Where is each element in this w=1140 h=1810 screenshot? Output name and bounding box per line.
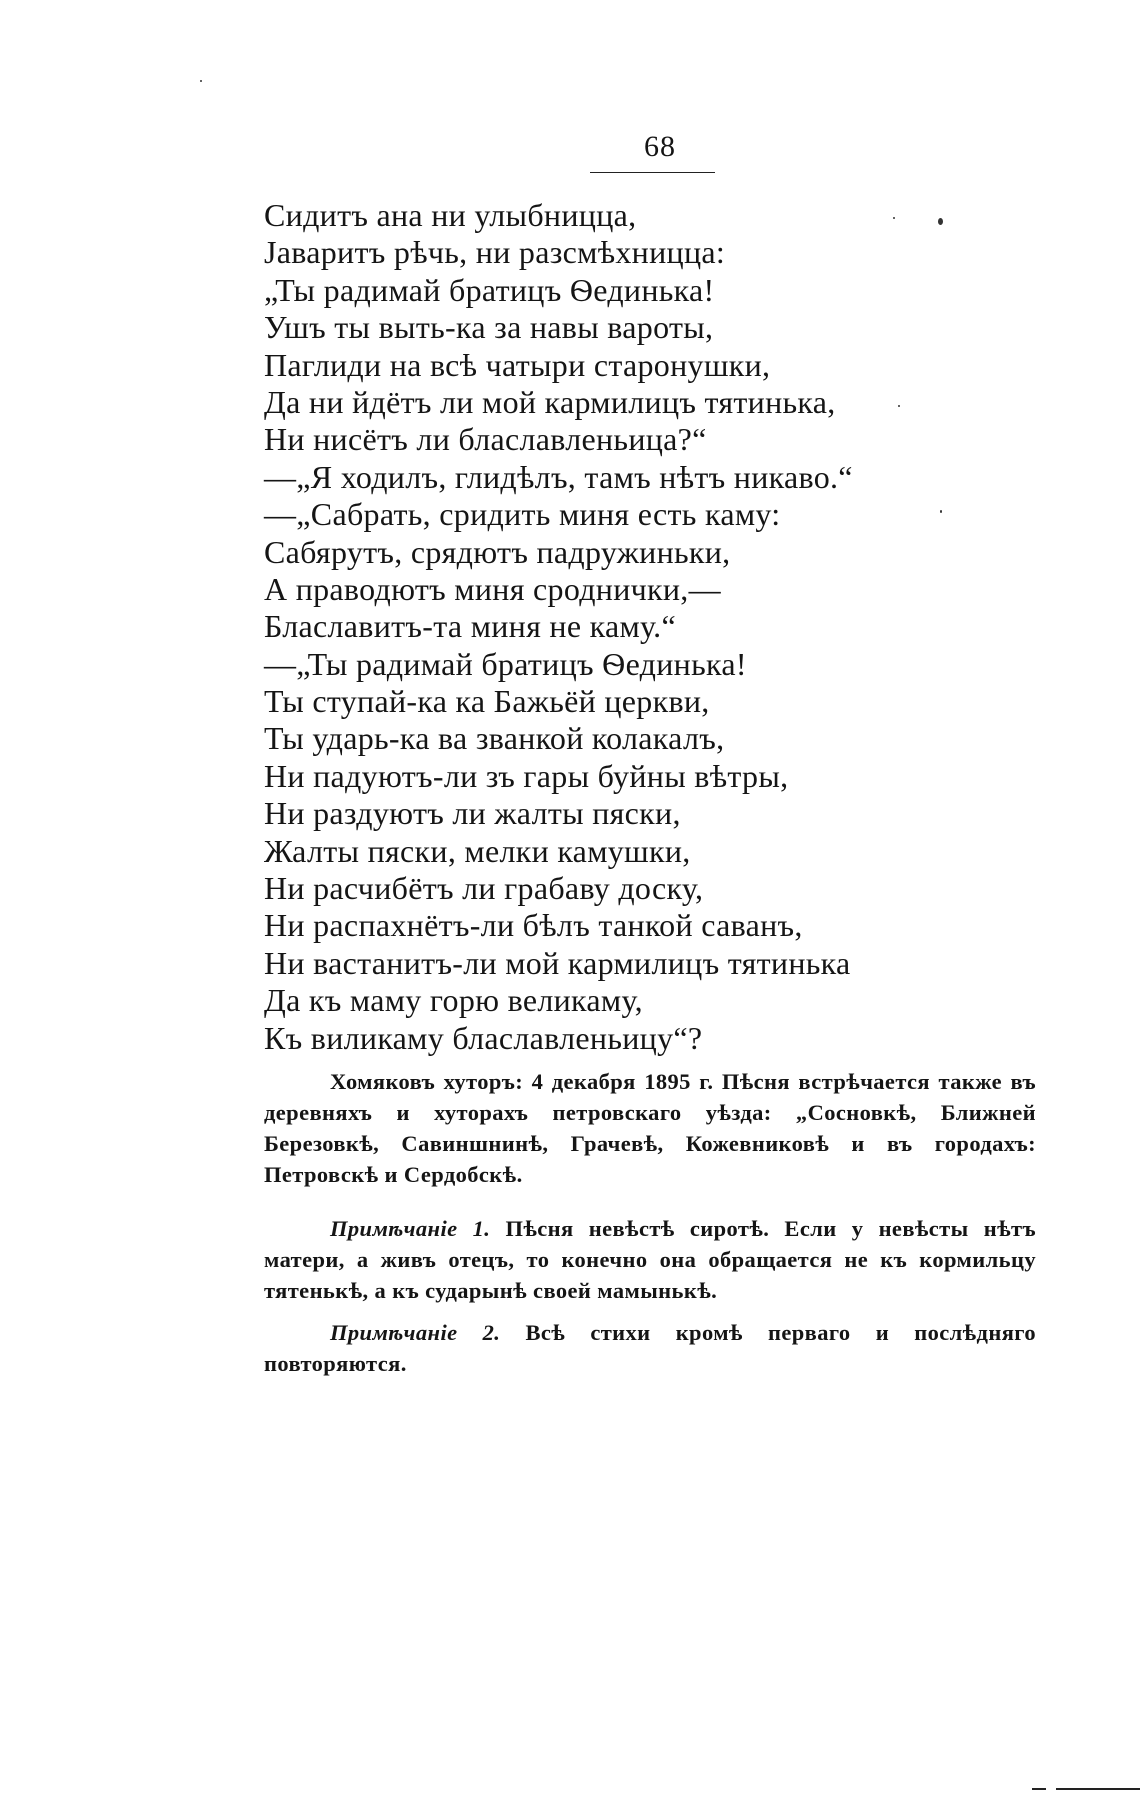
- verse-line: Къ виликаму блаславленьицу“?: [264, 1019, 703, 1056]
- print-speck: [940, 510, 942, 513]
- print-speck: [893, 217, 895, 219]
- print-speck: [938, 218, 943, 225]
- verse-line: Ни распахнётъ-ли бѣлъ танкой саванъ,: [264, 907, 803, 944]
- verse-line: —„Сабрать, сридить миня есть каму:: [264, 496, 781, 533]
- remark-1: [264, 1213, 1036, 1306]
- page-number: 68: [644, 130, 676, 163]
- remark-1-text: Пѣсня невѣстѣ сиротѣ. Если у невѣсты нѣтъ матери, а живъ отецъ, то конечно она обращается не къ кормильцу тятенькѣ, а къ сударынѣ своей мамынькѣ.: [264, 1216, 1036, 1303]
- verse-line: Ты ступай-ка ка Бажьёй церкви,: [264, 683, 710, 720]
- verse-line: Ушъ ты выть-ка за навы вароты,: [264, 309, 714, 346]
- verse-line: Ты ударь-ка ва званкой колакалъ,: [264, 720, 725, 757]
- print-speck: [898, 405, 900, 407]
- remark-2-label: Примѣчаніе 2.: [330, 1320, 501, 1345]
- verse-line: Ни нисётъ ли блаславленьица?“: [264, 421, 707, 458]
- verse-line: Ни раздуютъ ли жалты пяски,: [264, 795, 681, 832]
- verse-line: Ни расчибётъ ли грабаву доску,: [264, 870, 704, 907]
- verse-line: —„Ты радимай братицъ Ѳединька!: [264, 645, 747, 682]
- verse-line: —„Я ходилъ, глидѣлъ, тамъ нѣтъ никаво.“: [264, 458, 853, 495]
- verse-line: А праводютъ миня сроднички,—: [264, 570, 721, 607]
- verse-line: Ни падуютъ-ли зъ гары буйны вѣтры,: [264, 757, 789, 794]
- verse-line: Паглиди на всѣ чатыри старонушки,: [264, 346, 771, 383]
- verse-line: Да къ маму горю великаму,: [264, 982, 643, 1019]
- page-edge-mark: [1032, 1788, 1046, 1790]
- page-number-rule: [590, 172, 715, 173]
- page-edge-mark: [1056, 1788, 1140, 1790]
- verse-line: Ни вастанитъ-ли мой кармилицъ тятинька: [264, 944, 851, 981]
- verse-line: Сидитъ ана ни улыбницца,: [264, 197, 637, 233]
- verse-line: Сабярутъ, срядютъ падружиньки,: [264, 533, 731, 570]
- remark-2-text: Всѣ стихи кромѣ перваго и послѣдняго повторяются.: [264, 1320, 1036, 1376]
- verse-line: Да ни йдётъ ли мой кармилицъ тятинька,: [264, 383, 836, 420]
- remark-2: [264, 1317, 1036, 1379]
- verse-line: Јаваритъ рѣчь, ни разсмѣхницца:: [264, 234, 726, 271]
- source-note: Хомяковъ хуторъ: 4 декабря 1895 г. Пѣсня встрѣчается также въ деревняхъ и хуторахъ петровскаго уѣзда: „Сосновкѣ, Ближней Березовкѣ, Савиншнинѣ, Грачевѣ, Кожевниковѣ и въ городахъ: Петровскѣ и Сердобскѣ.: [264, 1069, 1036, 1187]
- verse-line: Блаславитъ-та миня не каму.“: [264, 608, 676, 645]
- remark-1-label: Примѣчаніе 1.: [330, 1216, 491, 1241]
- print-speck: [200, 80, 202, 82]
- poem: [264, 197, 984, 1057]
- verse-line: „Ты радимай братицъ Ѳединька!: [264, 271, 715, 308]
- verse-line: Жалты пяски, мелки камушки,: [264, 832, 691, 869]
